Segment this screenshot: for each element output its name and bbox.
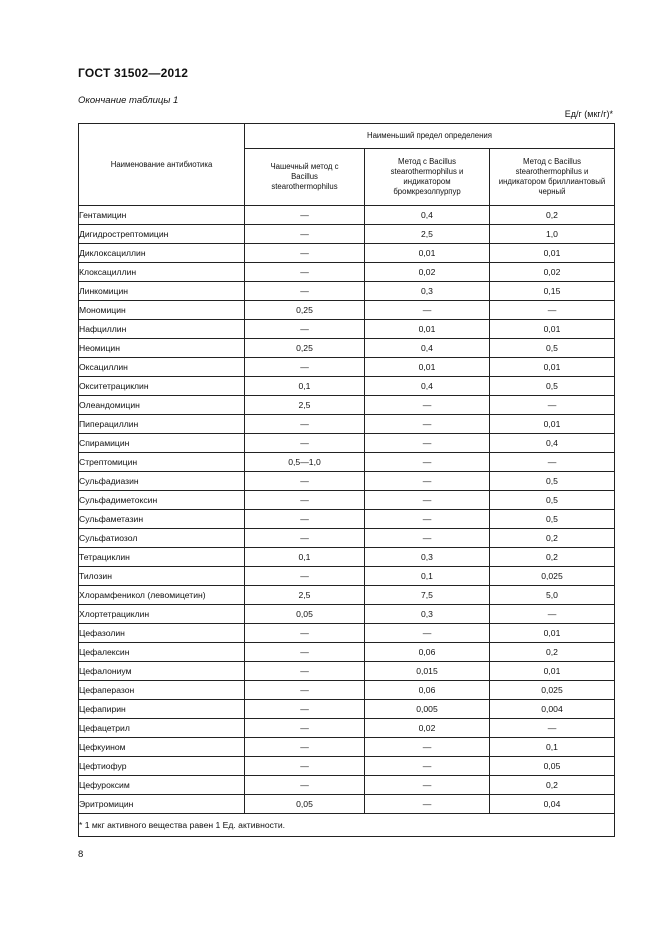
bromocresol-method-value: — xyxy=(365,472,490,491)
antibiotic-name-cell: Цефалониум xyxy=(79,662,245,681)
bromocresol-method-value: 0,3 xyxy=(365,605,490,624)
antibiotic-name-cell: Олеандомицин xyxy=(79,396,245,415)
table-row xyxy=(79,776,615,795)
bromocresol-method-value: — xyxy=(365,510,490,529)
bromocresol-method-value: — xyxy=(365,434,490,453)
plate-method-value: — xyxy=(245,415,365,434)
table-row xyxy=(79,681,615,700)
bromocresol-method-value: 0,02 xyxy=(365,719,490,738)
antibiotic-name-cell: Мономицин xyxy=(79,301,245,320)
brilliant-black-method-value: 0,1 xyxy=(490,738,615,757)
header-detection-limit: Наименьший предел определения xyxy=(245,124,615,149)
antibiotic-name-cell: Эритромицин xyxy=(79,795,245,814)
bromocresol-method-value: 0,4 xyxy=(365,339,490,358)
plate-method-value: — xyxy=(245,719,365,738)
table-row xyxy=(79,358,615,377)
table-row xyxy=(79,529,615,548)
table-row xyxy=(79,415,615,434)
antibiotic-name-cell: Цефаперазон xyxy=(79,681,245,700)
brilliant-black-method-value: 0,2 xyxy=(490,206,615,225)
brilliant-black-method-value: 0,05 xyxy=(490,757,615,776)
plate-method-value: 0,25 xyxy=(245,339,365,358)
plate-method-value: — xyxy=(245,681,365,700)
antibiotic-name-cell: Окситетрациклин xyxy=(79,377,245,396)
plate-method-value: 0,05 xyxy=(245,795,365,814)
page-number: 8 xyxy=(78,849,84,860)
table-row xyxy=(79,719,615,738)
bromocresol-method-value: 0,4 xyxy=(365,377,490,396)
bromocresol-method-value: 0,02 xyxy=(365,263,490,282)
brilliant-black-method-value: 0,01 xyxy=(490,358,615,377)
header-method-brilliant-black: Метод с Bacillus stearothermophilus и индикатором бриллиантовый черный xyxy=(490,149,615,206)
brilliant-black-method-value: 5,0 xyxy=(490,586,615,605)
antibiotic-name-cell: Цефалексин xyxy=(79,643,245,662)
table-row xyxy=(79,472,615,491)
antibiotic-name-cell: Диклоксациллин xyxy=(79,244,245,263)
table-row xyxy=(79,643,615,662)
bromocresol-method-value: 0,015 xyxy=(365,662,490,681)
table-row xyxy=(79,377,615,396)
table-row xyxy=(79,586,615,605)
brilliant-black-method-value: — xyxy=(490,301,615,320)
brilliant-black-method-value: 0,01 xyxy=(490,415,615,434)
antibiotic-name-cell: Клоксациллин xyxy=(79,263,245,282)
bromocresol-method-value: — xyxy=(365,415,490,434)
table-row xyxy=(79,320,615,339)
bromocresol-method-value: 0,01 xyxy=(365,244,490,263)
brilliant-black-method-value: 0,5 xyxy=(490,339,615,358)
brilliant-black-method-value: — xyxy=(490,396,615,415)
bromocresol-method-value: 7,5 xyxy=(365,586,490,605)
brilliant-black-method-value: 0,01 xyxy=(490,320,615,339)
brilliant-black-method-value: 0,04 xyxy=(490,795,615,814)
brilliant-black-method-value: 0,025 xyxy=(490,681,615,700)
table-row xyxy=(79,510,615,529)
plate-method-value: 0,5—1,0 xyxy=(245,453,365,472)
table-caption: Окончание таблицы 1 xyxy=(78,95,179,106)
antibiotic-name-cell: Тетрациклин xyxy=(79,548,245,567)
table-row xyxy=(79,700,615,719)
table-row xyxy=(79,263,615,282)
antibiotic-name-cell: Нафциллин xyxy=(79,320,245,339)
table-row xyxy=(79,434,615,453)
antibiotic-name-cell: Цефацетрил xyxy=(79,719,245,738)
bromocresol-method-value: 2,5 xyxy=(365,225,490,244)
brilliant-black-method-value: 1,0 xyxy=(490,225,615,244)
antibiotic-name-cell: Оксациллин xyxy=(79,358,245,377)
brilliant-black-method-value: 0,5 xyxy=(490,510,615,529)
antibiotic-name-cell: Хлорамфеникол (левомицетин) xyxy=(79,586,245,605)
brilliant-black-method-value: 0,01 xyxy=(490,662,615,681)
table-row xyxy=(79,339,615,358)
antibiotic-name-cell: Спирамицин xyxy=(79,434,245,453)
brilliant-black-method-value: 0,5 xyxy=(490,472,615,491)
plate-method-value: — xyxy=(245,282,365,301)
table-row xyxy=(79,795,615,814)
table-row xyxy=(79,491,615,510)
brilliant-black-method-value: 0,2 xyxy=(490,548,615,567)
antibiotic-name-cell: Сульфаметазин xyxy=(79,510,245,529)
bromocresol-method-value: — xyxy=(365,396,490,415)
antibiotic-name-cell: Стрептомицин xyxy=(79,453,245,472)
table-row xyxy=(79,206,615,225)
plate-method-value: — xyxy=(245,491,365,510)
bromocresol-method-value: — xyxy=(365,795,490,814)
brilliant-black-method-value: 0,004 xyxy=(490,700,615,719)
bromocresol-method-value: — xyxy=(365,491,490,510)
antibiotic-name-cell: Цефуроксим xyxy=(79,776,245,795)
bromocresol-method-value: — xyxy=(365,757,490,776)
antibiotic-name-cell: Хлортетрациклин xyxy=(79,605,245,624)
antibiotic-name-cell: Сульфадиметоксин xyxy=(79,491,245,510)
antibiotic-name-cell: Гентамицин xyxy=(79,206,245,225)
header-method-plate: Чашечный метод с Bacillus stearothermophilus xyxy=(245,149,365,206)
plate-method-value: 0,1 xyxy=(245,377,365,396)
antibiotic-name-cell: Цефтиофур xyxy=(79,757,245,776)
table-footnote: * 1 мкг активного вещества равен 1 Ед. активности. xyxy=(79,814,615,837)
antibiotic-name-cell: Сульфадиазин xyxy=(79,472,245,491)
table-row xyxy=(79,225,615,244)
table-row xyxy=(79,396,615,415)
brilliant-black-method-value: 0,2 xyxy=(490,529,615,548)
plate-method-value: 0,1 xyxy=(245,548,365,567)
table-row xyxy=(79,548,615,567)
bromocresol-method-value: — xyxy=(365,453,490,472)
bromocresol-method-value: — xyxy=(365,738,490,757)
table-row xyxy=(79,662,615,681)
bromocresol-method-value: — xyxy=(365,624,490,643)
plate-method-value: — xyxy=(245,225,365,244)
brilliant-black-method-value: — xyxy=(490,605,615,624)
plate-method-value: 0,05 xyxy=(245,605,365,624)
plate-method-value: — xyxy=(245,567,365,586)
plate-method-value: — xyxy=(245,358,365,377)
table-row xyxy=(79,624,615,643)
plate-method-value: — xyxy=(245,643,365,662)
brilliant-black-method-value: 0,15 xyxy=(490,282,615,301)
plate-method-value: — xyxy=(245,738,365,757)
table-row xyxy=(79,453,615,472)
antibiotic-table xyxy=(78,123,615,837)
plate-method-value: — xyxy=(245,206,365,225)
antibiotic-name-cell: Цефапирин xyxy=(79,700,245,719)
brilliant-black-method-value: — xyxy=(490,453,615,472)
antibiotic-name-cell: Тилозин xyxy=(79,567,245,586)
bromocresol-method-value: 0,06 xyxy=(365,643,490,662)
brilliant-black-method-value: 0,2 xyxy=(490,776,615,795)
table-row xyxy=(79,301,615,320)
bromocresol-method-value: — xyxy=(365,529,490,548)
brilliant-black-method-value: 0,5 xyxy=(490,377,615,396)
plate-method-value: — xyxy=(245,662,365,681)
antibiotic-name-cell: Линкомицин xyxy=(79,282,245,301)
document-title: ГОСТ 31502—2012 xyxy=(78,66,189,80)
plate-method-value: 2,5 xyxy=(245,396,365,415)
bromocresol-method-value: 0,3 xyxy=(365,282,490,301)
plate-method-value: — xyxy=(245,434,365,453)
bromocresol-method-value: 0,4 xyxy=(365,206,490,225)
plate-method-value: 0,25 xyxy=(245,301,365,320)
bromocresol-method-value: 0,1 xyxy=(365,567,490,586)
plate-method-value: — xyxy=(245,776,365,795)
plate-method-value: — xyxy=(245,263,365,282)
bromocresol-method-value: — xyxy=(365,776,490,795)
bromocresol-method-value: 0,01 xyxy=(365,320,490,339)
brilliant-black-method-value: 0,02 xyxy=(490,263,615,282)
header-method-bromocresol: Метод с Bacillus stearothermophilus и индикатором бромкрезолпурпур xyxy=(365,149,490,206)
plate-method-value: — xyxy=(245,700,365,719)
brilliant-black-method-value: 0,01 xyxy=(490,244,615,263)
table-row xyxy=(79,757,615,776)
plate-method-value: — xyxy=(245,244,365,263)
antibiotic-name-cell: Дигидрострептомицин xyxy=(79,225,245,244)
bromocresol-method-value: 0,3 xyxy=(365,548,490,567)
antibiotic-name-cell: Пиперациллин xyxy=(79,415,245,434)
plate-method-value: 2,5 xyxy=(245,586,365,605)
table-row xyxy=(79,738,615,757)
bromocresol-method-value: — xyxy=(365,301,490,320)
antibiotic-name-cell: Сульфатиозол xyxy=(79,529,245,548)
plate-method-value: — xyxy=(245,320,365,339)
plate-method-value: — xyxy=(245,510,365,529)
brilliant-black-method-value: — xyxy=(490,719,615,738)
brilliant-black-method-value: 0,2 xyxy=(490,643,615,662)
table-row xyxy=(79,567,615,586)
antibiotic-name-cell: Цефкуином xyxy=(79,738,245,757)
plate-method-value: — xyxy=(245,529,365,548)
header-antibiotic-name: Наименование антибиотика xyxy=(79,124,245,206)
table-row xyxy=(79,282,615,301)
bromocresol-method-value: 0,06 xyxy=(365,681,490,700)
antibiotic-name-cell: Цефазолин xyxy=(79,624,245,643)
table-row xyxy=(79,605,615,624)
antibiotic-name-cell: Неомицин xyxy=(79,339,245,358)
table-row xyxy=(79,244,615,263)
bromocresol-method-value: 0,005 xyxy=(365,700,490,719)
brilliant-black-method-value: 0,025 xyxy=(490,567,615,586)
brilliant-black-method-value: 0,4 xyxy=(490,434,615,453)
plate-method-value: — xyxy=(245,757,365,776)
brilliant-black-method-value: 0,01 xyxy=(490,624,615,643)
brilliant-black-method-value: 0,5 xyxy=(490,491,615,510)
bromocresol-method-value: 0,01 xyxy=(365,358,490,377)
plate-method-value: — xyxy=(245,472,365,491)
units-label: Ед/г (мкг/г)* xyxy=(564,109,613,119)
plate-method-value: — xyxy=(245,624,365,643)
